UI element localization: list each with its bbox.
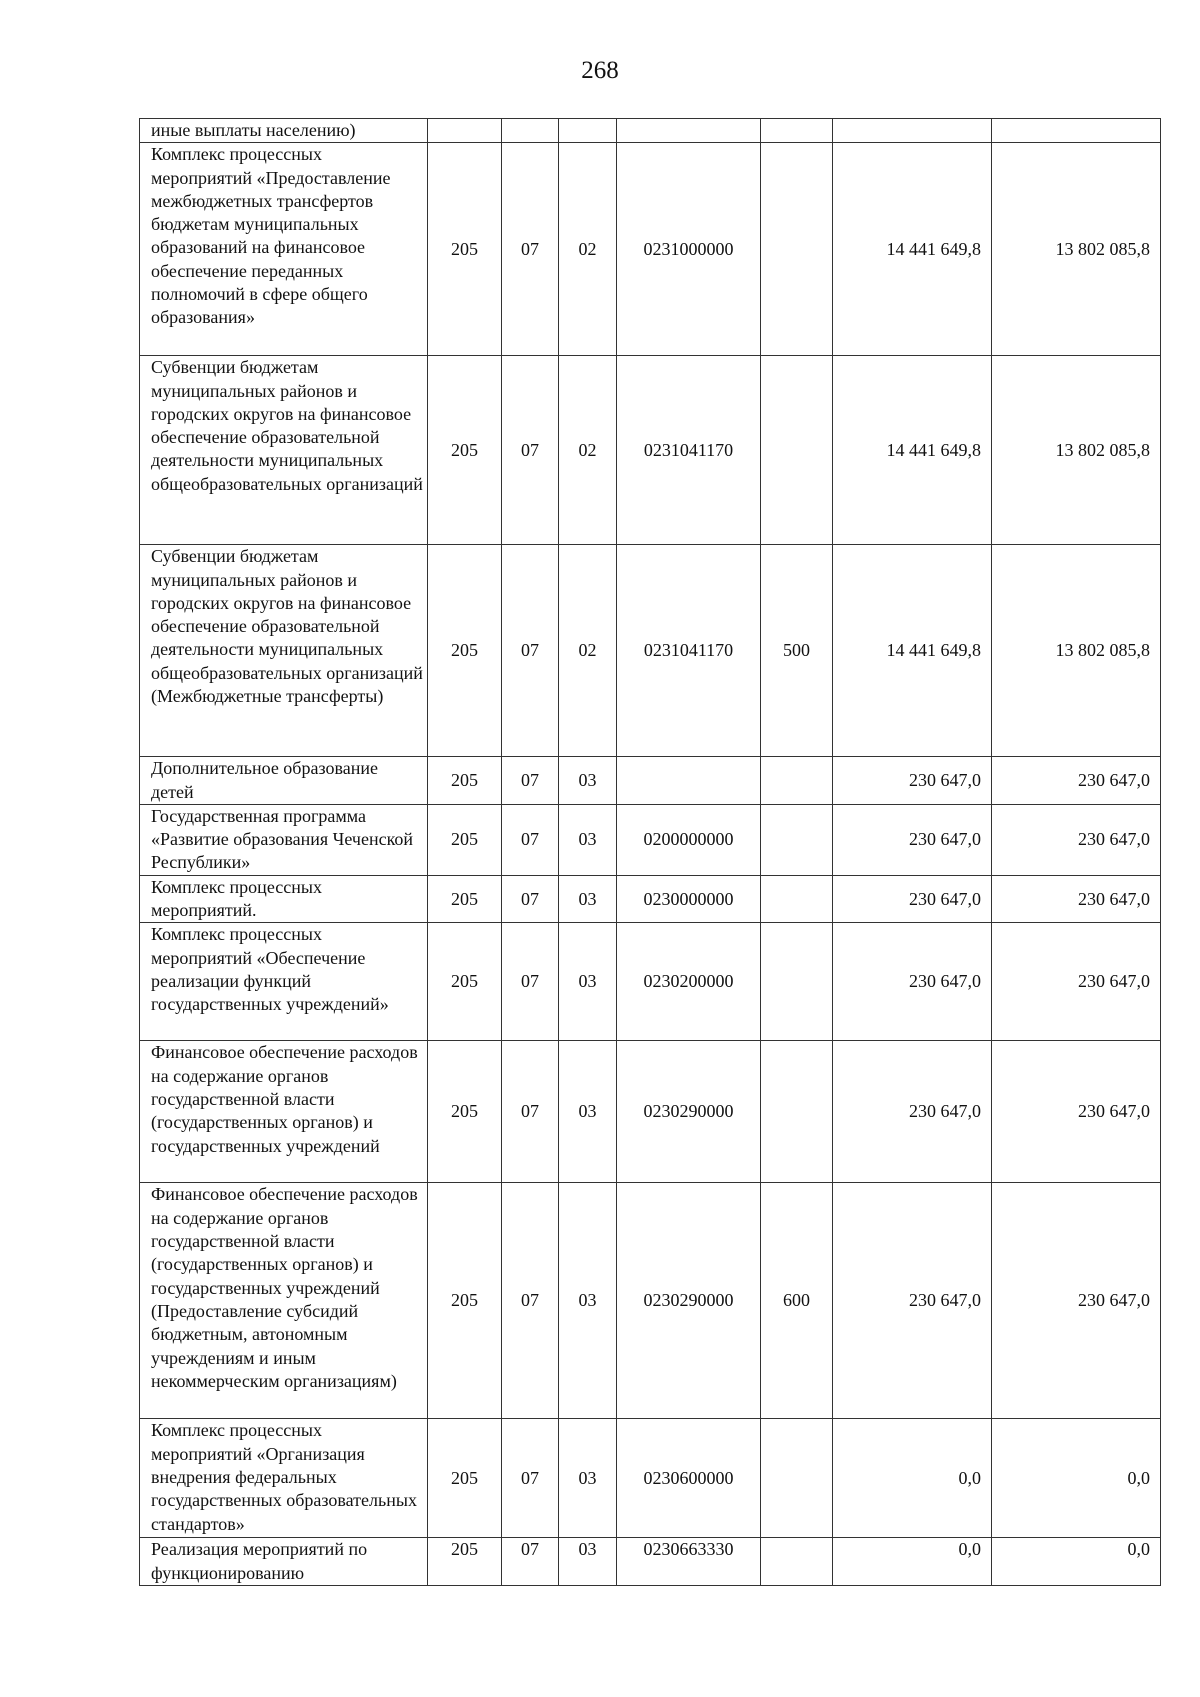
subsection-code: 03: [559, 757, 617, 805]
sum-year1: 0,0: [833, 1538, 992, 1586]
sum-year1: 230 647,0: [833, 804, 992, 875]
row-name: Государственная программа «Развитие образования Чеченской Республики»: [140, 804, 428, 875]
table-row: [140, 1183, 1161, 1419]
target-code: 0231000000: [617, 143, 761, 356]
sum-year2: 0,0: [992, 1538, 1161, 1586]
target-code: 0230000000: [617, 875, 761, 923]
sum-year1: 230 647,0: [833, 923, 992, 1041]
ministry-code: 205: [428, 1538, 502, 1586]
ministry-code: 205: [428, 1041, 502, 1183]
ministry-code: 205: [428, 1419, 502, 1538]
subsection-code: 03: [559, 1538, 617, 1586]
target-code: [617, 119, 761, 143]
sum-year1: 14 441 649,8: [833, 143, 992, 356]
row-name: Дополнительное образование детей: [140, 757, 428, 805]
target-code: 0231041170: [617, 356, 761, 545]
subsection-code: 03: [559, 1419, 617, 1538]
table-row: [140, 356, 1161, 545]
table-row: [140, 1419, 1161, 1538]
expense-type-code: [761, 804, 833, 875]
ministry-code: 205: [428, 143, 502, 356]
expense-type-code: [761, 923, 833, 1041]
subsection-code: 03: [559, 1041, 617, 1183]
sum-year1: 230 647,0: [833, 875, 992, 923]
section-code: 07: [502, 1183, 559, 1419]
ministry-code: 205: [428, 1183, 502, 1419]
row-name: Реализация мероприятий по функционированию: [140, 1538, 428, 1586]
subsection-code: 02: [559, 545, 617, 757]
subsection-code: 02: [559, 356, 617, 545]
sum-year1: 14 441 649,8: [833, 356, 992, 545]
sum-year1: 230 647,0: [833, 1183, 992, 1419]
section-code: 07: [502, 923, 559, 1041]
row-name: иные выплаты населению): [140, 119, 428, 143]
subsection-code: [559, 119, 617, 143]
expense-type-code: [761, 1419, 833, 1538]
section-code: 07: [502, 804, 559, 875]
subsection-code: 02: [559, 143, 617, 356]
section-code: 07: [502, 545, 559, 757]
expense-type-code: [761, 875, 833, 923]
sum-year2: 0,0: [992, 1419, 1161, 1538]
table-row: [140, 757, 1161, 805]
target-code: 0200000000: [617, 804, 761, 875]
sum-year1: 14 441 649,8: [833, 545, 992, 757]
target-code: [617, 757, 761, 805]
table-row: [140, 923, 1161, 1041]
section-code: 07: [502, 875, 559, 923]
target-code: 0230200000: [617, 923, 761, 1041]
row-name: Финансовое обеспечение расходов на содержание органов государственной власти (государственных органов) и государственных учреждений: [140, 1041, 428, 1183]
expense-type-code: [761, 757, 833, 805]
subsection-code: 03: [559, 804, 617, 875]
section-code: 07: [502, 1419, 559, 1538]
row-name: Комплекс процессных мероприятий «Обеспечение реализации функций государственных учреждений»: [140, 923, 428, 1041]
section-code: 07: [502, 143, 559, 356]
row-name: Субвенции бюджетам муниципальных районов и городских округов на финансовое обеспечение образовательной деятельности муниципальных общеобразовательных организаций (Межбюджетные трансферты): [140, 545, 428, 757]
target-code: 0230290000: [617, 1183, 761, 1419]
expense-type-code: 500: [761, 545, 833, 757]
subsection-code: 03: [559, 875, 617, 923]
sum-year2: 230 647,0: [992, 757, 1161, 805]
table-row: [140, 143, 1161, 356]
sum-year2: [992, 119, 1161, 143]
table-row: [140, 119, 1161, 143]
row-name: Комплекс процессных мероприятий «Организация внедрения федеральных государственных образовательных стандартов»: [140, 1419, 428, 1538]
table-row: [140, 875, 1161, 923]
table-row: [140, 1041, 1161, 1183]
target-code: 0230663330: [617, 1538, 761, 1586]
expense-type-code: [761, 119, 833, 143]
table-row: [140, 545, 1161, 757]
section-code: 07: [502, 1041, 559, 1183]
sum-year2: 230 647,0: [992, 923, 1161, 1041]
sum-year2: 13 802 085,8: [992, 545, 1161, 757]
expense-type-code: [761, 1041, 833, 1183]
sum-year2: 13 802 085,8: [992, 143, 1161, 356]
section-code: 07: [502, 1538, 559, 1586]
sum-year2: 230 647,0: [992, 1183, 1161, 1419]
sum-year2: 230 647,0: [992, 1041, 1161, 1183]
row-name: Финансовое обеспечение расходов на содержание органов государственной власти (государственных органов) и государственных учреждений (Предоставление субсидий бюджетным, автономным учреждениям и иным некоммерческим организациям): [140, 1183, 428, 1419]
row-name: Субвенции бюджетам муниципальных районов и городских округов на финансовое обеспечение образовательной деятельности муниципальных общеобразовательных организаций: [140, 356, 428, 545]
sum-year2: 230 647,0: [992, 804, 1161, 875]
target-code: 0230290000: [617, 1041, 761, 1183]
ministry-code: 205: [428, 757, 502, 805]
ministry-code: 205: [428, 545, 502, 757]
section-code: 07: [502, 757, 559, 805]
row-name: Комплекс процессных мероприятий «Предоставление межбюджетных трансфертов бюджетам муниципальных образований на финансовое обеспечение переданных полномочий в сфере общего образования»: [140, 143, 428, 356]
budget-table: [139, 118, 1161, 1586]
ministry-code: 205: [428, 356, 502, 545]
ministry-code: 205: [428, 875, 502, 923]
ministry-code: 205: [428, 923, 502, 1041]
expense-type-code: [761, 1538, 833, 1586]
sum-year1: 230 647,0: [833, 1041, 992, 1183]
subsection-code: 03: [559, 1183, 617, 1419]
target-code: 0231041170: [617, 545, 761, 757]
sum-year2: 13 802 085,8: [992, 356, 1161, 545]
ministry-code: [428, 119, 502, 143]
target-code: 0230600000: [617, 1419, 761, 1538]
ministry-code: 205: [428, 804, 502, 875]
sum-year1: 230 647,0: [833, 757, 992, 805]
row-name: Комплекс процессных мероприятий.: [140, 875, 428, 923]
table-row: [140, 804, 1161, 875]
expense-type-code: 600: [761, 1183, 833, 1419]
sum-year1: [833, 119, 992, 143]
subsection-code: 03: [559, 923, 617, 1041]
section-code: [502, 119, 559, 143]
table-row: [140, 1538, 1161, 1586]
expense-type-code: [761, 356, 833, 545]
sum-year2: 230 647,0: [992, 875, 1161, 923]
expense-type-code: [761, 143, 833, 356]
sum-year1: 0,0: [833, 1419, 992, 1538]
section-code: 07: [502, 356, 559, 545]
page-number: 268: [581, 57, 619, 84]
